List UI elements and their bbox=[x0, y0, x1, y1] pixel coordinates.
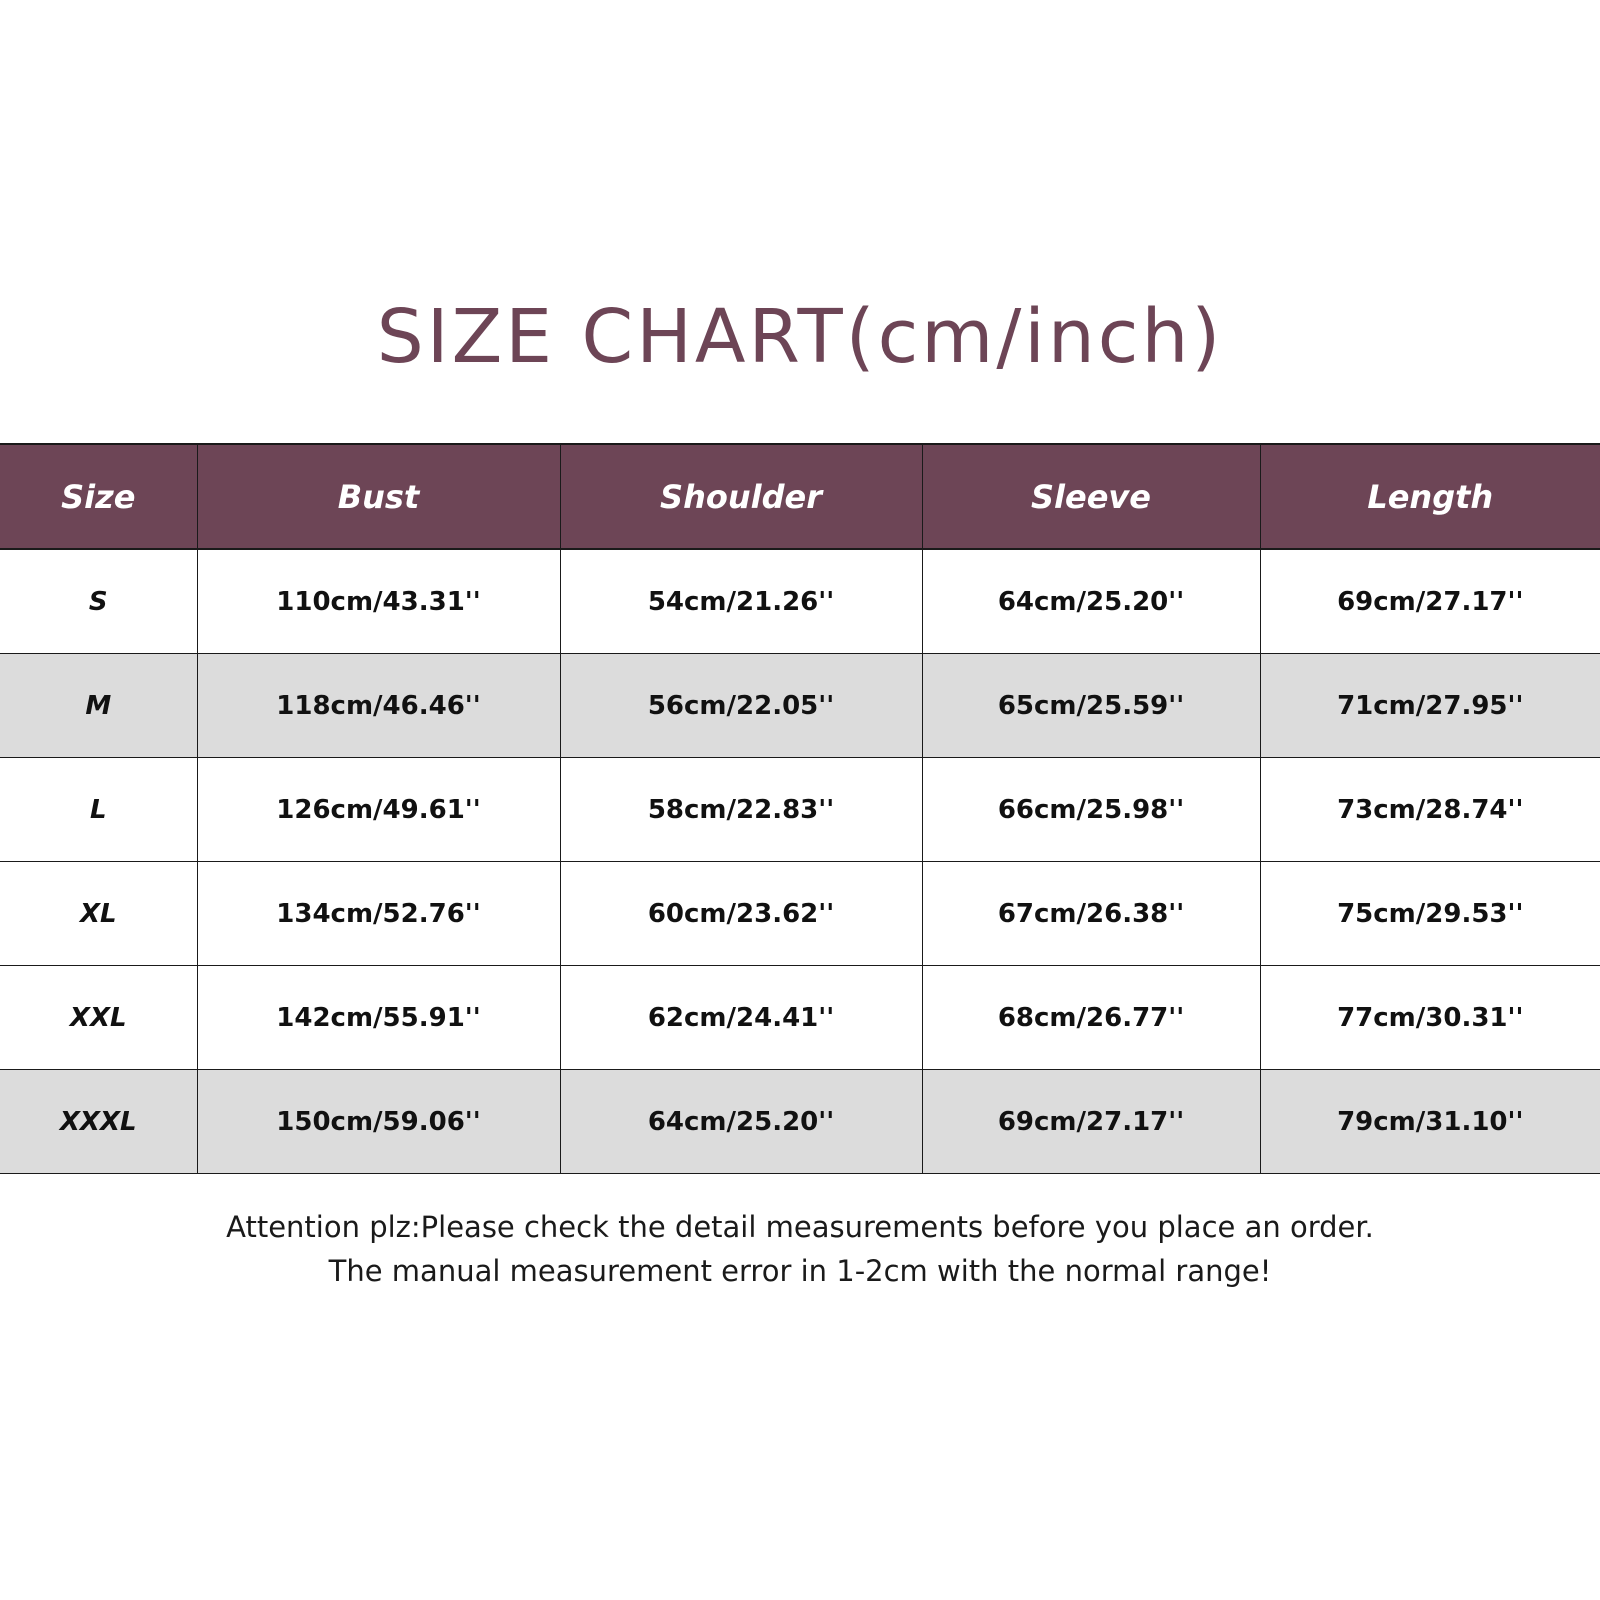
table-row bbox=[0, 966, 1600, 1070]
length-cell: 79cm/31.10'' bbox=[1260, 1070, 1600, 1174]
bust-cell: 126cm/49.61'' bbox=[197, 758, 560, 862]
size-cell: S bbox=[0, 549, 197, 654]
header-size: Size bbox=[0, 444, 197, 549]
length-cell: 69cm/27.17'' bbox=[1260, 549, 1600, 654]
size-cell: XXXL bbox=[0, 1070, 197, 1174]
table-row bbox=[0, 654, 1600, 758]
sleeve-cell: 68cm/26.77'' bbox=[922, 966, 1260, 1070]
header-sleeve: Sleeve bbox=[922, 444, 1260, 549]
bust-cell: 150cm/59.06'' bbox=[197, 1070, 560, 1174]
size-cell: M bbox=[0, 654, 197, 758]
table-header-row bbox=[0, 444, 1600, 549]
header-length: Length bbox=[1260, 444, 1600, 549]
sleeve-cell: 67cm/26.38'' bbox=[922, 862, 1260, 966]
bust-cell: 110cm/43.31'' bbox=[197, 549, 560, 654]
length-cell: 73cm/28.74'' bbox=[1260, 758, 1600, 862]
length-cell: 75cm/29.53'' bbox=[1260, 862, 1600, 966]
size-chart-table bbox=[0, 443, 1600, 1174]
sleeve-cell: 64cm/25.20'' bbox=[922, 549, 1260, 654]
length-cell: 71cm/27.95'' bbox=[1260, 654, 1600, 758]
shoulder-cell: 60cm/23.62'' bbox=[560, 862, 922, 966]
shoulder-cell: 58cm/22.83'' bbox=[560, 758, 922, 862]
header-bust: Bust bbox=[197, 444, 560, 549]
page-title: SIZE CHART(cm/inch) bbox=[376, 294, 1224, 380]
header-shoulder: Shoulder bbox=[560, 444, 922, 549]
attention-note: Attention plz:Please check the detail measurements before you place an order. bbox=[226, 1210, 1374, 1244]
bust-cell: 142cm/55.91'' bbox=[197, 966, 560, 1070]
table-row bbox=[0, 862, 1600, 966]
sleeve-cell: 69cm/27.17'' bbox=[922, 1070, 1260, 1174]
size-cell: XL bbox=[0, 862, 197, 966]
table-row bbox=[0, 549, 1600, 654]
table-row bbox=[0, 758, 1600, 862]
shoulder-cell: 62cm/24.41'' bbox=[560, 966, 922, 1070]
shoulder-cell: 56cm/22.05'' bbox=[560, 654, 922, 758]
shoulder-cell: 64cm/25.20'' bbox=[560, 1070, 922, 1174]
sleeve-cell: 66cm/25.98'' bbox=[922, 758, 1260, 862]
shoulder-cell: 54cm/21.26'' bbox=[560, 549, 922, 654]
sleeve-cell: 65cm/25.59'' bbox=[922, 654, 1260, 758]
bust-cell: 118cm/46.46'' bbox=[197, 654, 560, 758]
measurement-error-note: The manual measurement error in 1-2cm with the normal range! bbox=[328, 1254, 1272, 1288]
length-cell: 77cm/30.31'' bbox=[1260, 966, 1600, 1070]
table-row bbox=[0, 1070, 1600, 1174]
size-cell: L bbox=[0, 758, 197, 862]
size-cell: XXL bbox=[0, 966, 197, 1070]
bust-cell: 134cm/52.76'' bbox=[197, 862, 560, 966]
